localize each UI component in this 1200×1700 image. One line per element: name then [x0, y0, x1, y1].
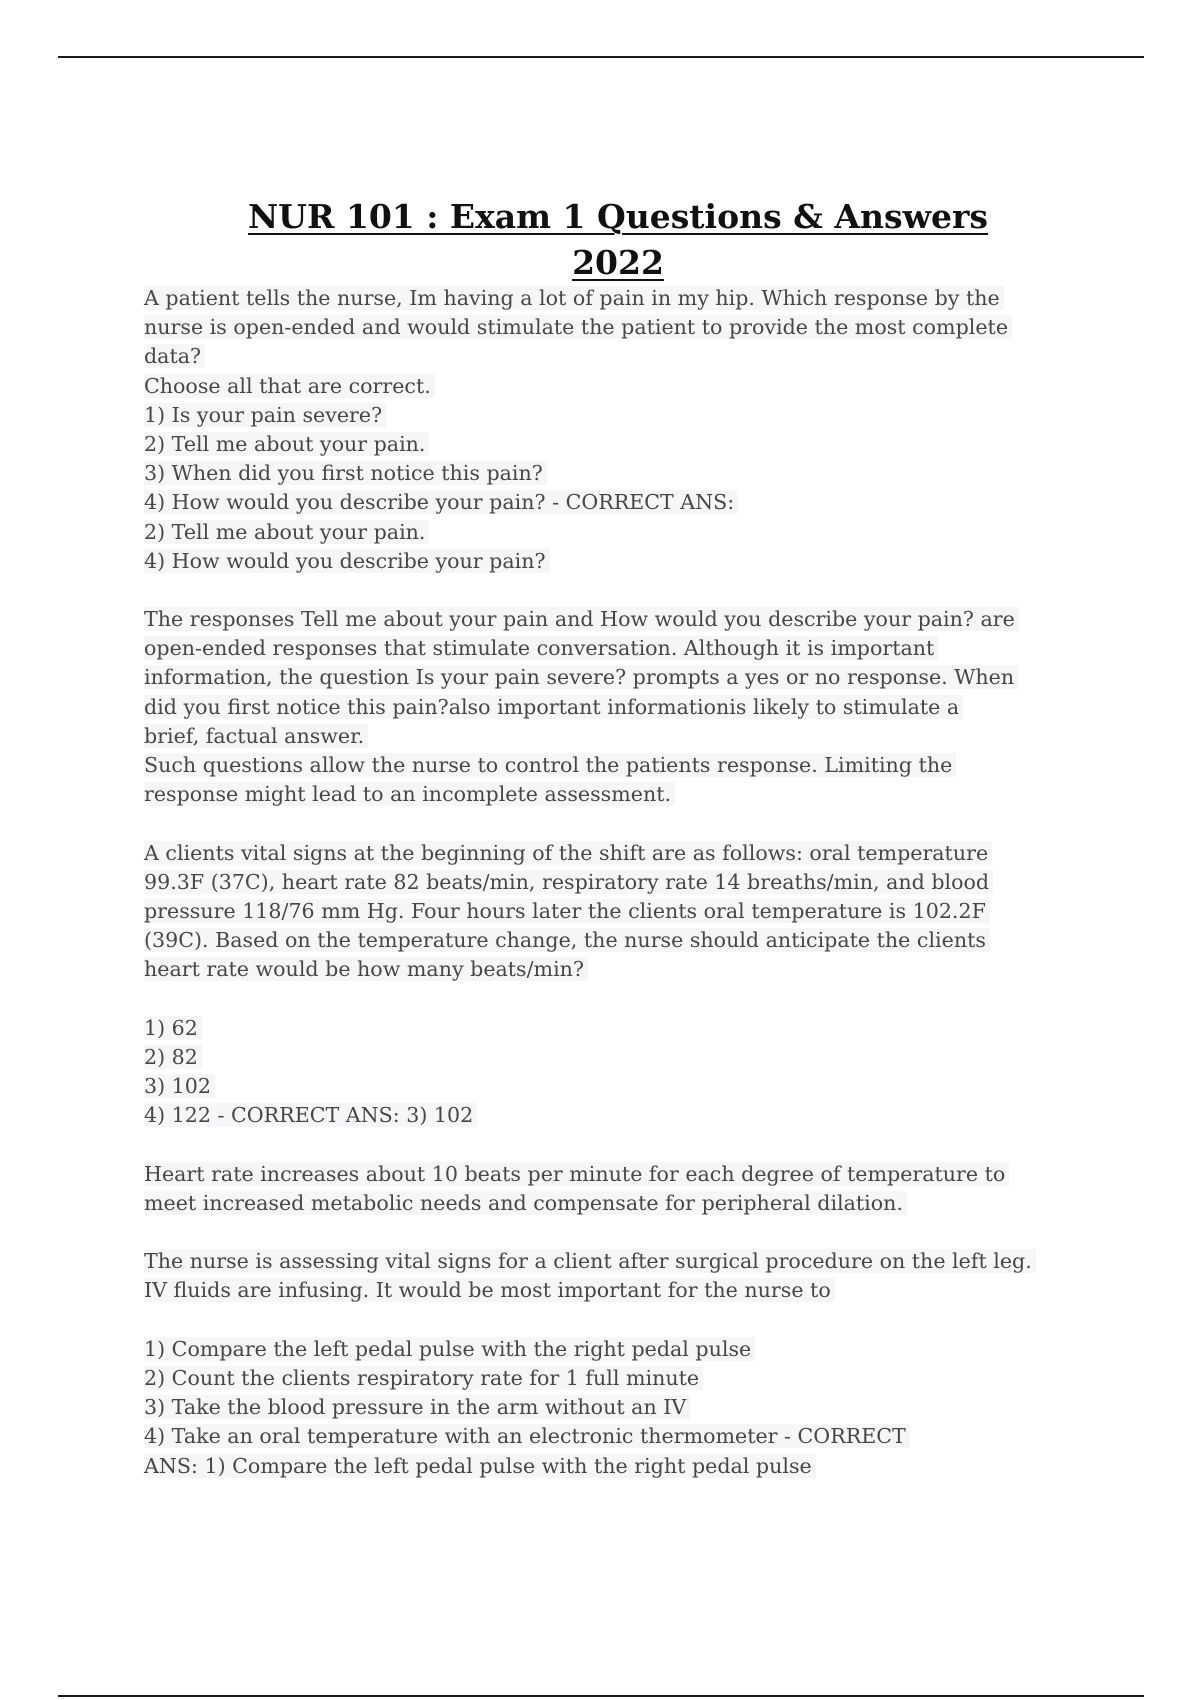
text-line-content: 4) How would you describe your pain?: [144, 549, 550, 573]
text-line-content: 2) Tell me about your pain.: [144, 432, 429, 456]
text-line: [144, 868, 1084, 897]
text-line-content: IV fluids are infusing. It would be most important for the nurse to: [144, 1278, 835, 1302]
text-line-content: Choose all that are correct.: [144, 374, 435, 398]
text-line: [144, 1101, 1084, 1130]
text-line: [144, 1160, 1084, 1189]
document-title-year: [0, 240, 1200, 286]
text-line: [144, 780, 1084, 809]
text-line-content: The responses Tell me about your pain and How would you describe your pain? are: [144, 607, 1019, 631]
blank-line: [144, 1218, 1084, 1247]
text-line-content: 2) 82: [144, 1045, 202, 1069]
text-line-content: data?: [144, 344, 205, 368]
text-line: [144, 313, 1084, 342]
blank-line: [144, 1306, 1084, 1335]
text-line-content: Such questions allow the nurse to control the patients response. Limiting the: [144, 753, 956, 777]
text-line-content: (39C). Based on the temperature change, the nurse should anticipate the clients: [144, 928, 990, 952]
text-line-content: pressure 118/76 mm Hg. Four hours later the clients oral temperature is 102.2F: [144, 899, 990, 923]
text-line: [144, 1043, 1084, 1072]
text-line-content: 4) How would you describe your pain? - CORRECT ANS:: [144, 490, 738, 514]
text-line-content: 2) Tell me about your pain.: [144, 520, 429, 544]
blank-line: [144, 809, 1084, 838]
text-line: [144, 1014, 1084, 1043]
text-line-content: meet increased metabolic needs and compensate for peripheral dilation.: [144, 1191, 907, 1215]
text-line: [144, 1452, 1084, 1481]
text-line-content: 4) Take an oral temperature with an electronic thermometer - CORRECT: [144, 1424, 910, 1448]
document-title: [0, 194, 1200, 240]
text-line-content: 3) Take the blood pressure in the arm without an IV: [144, 1395, 690, 1419]
text-line: [144, 839, 1084, 868]
text-line: [144, 693, 1084, 722]
text-line: [144, 1422, 1084, 1451]
text-line: [144, 547, 1084, 576]
text-line-content: heart rate would be how many beats/min?: [144, 957, 588, 981]
text-line-content: 4) 122 - CORRECT ANS: 3) 102: [144, 1103, 477, 1127]
text-line-content: information, the question Is your pain severe? prompts a yes or no response. When: [144, 665, 1018, 689]
text-line-content: response might lead to an incomplete assessment.: [144, 782, 675, 806]
text-line: [144, 634, 1084, 663]
text-line: [144, 284, 1084, 313]
blank-line: [144, 576, 1084, 605]
text-line: [144, 430, 1084, 459]
text-line: [144, 1393, 1084, 1422]
text-line: [144, 605, 1084, 634]
text-line-content: 1) Is your pain severe?: [144, 403, 386, 427]
text-line-content: 3) When did you first notice this pain?: [144, 461, 547, 485]
text-line-content: A patient tells the nurse, Im having a lot of pain in my hip. Which response by the: [144, 286, 1004, 310]
top-rule: [58, 56, 1144, 58]
text-line: [144, 897, 1084, 926]
blank-line: [144, 1130, 1084, 1159]
text-line: [144, 401, 1084, 430]
text-line: [144, 663, 1084, 692]
text-line: [144, 955, 1084, 984]
document-title-line1: NUR 101 : Exam 1 Questions & Answers: [248, 197, 988, 236]
text-line: [144, 926, 1084, 955]
text-line-content: 3) 102: [144, 1074, 215, 1098]
blank-line: [144, 985, 1084, 1014]
text-line-content: The nurse is assessing vital signs for a client after surgical procedure on the left leg.: [144, 1249, 1036, 1273]
text-line: [144, 342, 1084, 371]
text-line: [144, 518, 1084, 547]
text-line-content: A clients vital signs at the beginning of the shift are as follows: oral temperature: [144, 841, 992, 865]
text-line: [144, 1189, 1084, 1218]
text-line: [144, 1276, 1084, 1305]
text-line-content: did you first notice this pain?also important informationis likely to stimulate a: [144, 695, 963, 719]
text-line: [144, 1364, 1084, 1393]
text-line: [144, 1072, 1084, 1101]
document-title-line2: 2022: [572, 243, 664, 282]
text-line-content: nurse is open-ended and would stimulate the patient to provide the most complete: [144, 315, 1012, 339]
text-line-content: open-ended responses that stimulate conversation. Although it is important: [144, 636, 938, 660]
text-line-content: ANS: 1) Compare the left pedal pulse with the right pedal pulse: [144, 1454, 816, 1478]
text-line-content: 99.3F (37C), heart rate 82 beats/min, respiratory rate 14 breaths/min, and blood: [144, 870, 993, 894]
text-line: [144, 459, 1084, 488]
text-line: [144, 488, 1084, 517]
text-line-content: 1) Compare the left pedal pulse with the right pedal pulse: [144, 1337, 755, 1361]
document-body: [144, 284, 1084, 1481]
text-line: [144, 1247, 1084, 1276]
text-line-content: brief, factual answer.: [144, 724, 368, 748]
text-line-content: 2) Count the clients respiratory rate for 1 full minute: [144, 1366, 703, 1390]
text-line: [144, 751, 1084, 780]
text-line: [144, 1335, 1084, 1364]
text-line: [144, 372, 1084, 401]
text-line-content: 1) 62: [144, 1016, 202, 1040]
bottom-rule: [58, 1695, 1144, 1697]
text-line: [144, 722, 1084, 751]
text-line-content: Heart rate increases about 10 beats per minute for each degree of temperature to: [144, 1162, 1009, 1186]
